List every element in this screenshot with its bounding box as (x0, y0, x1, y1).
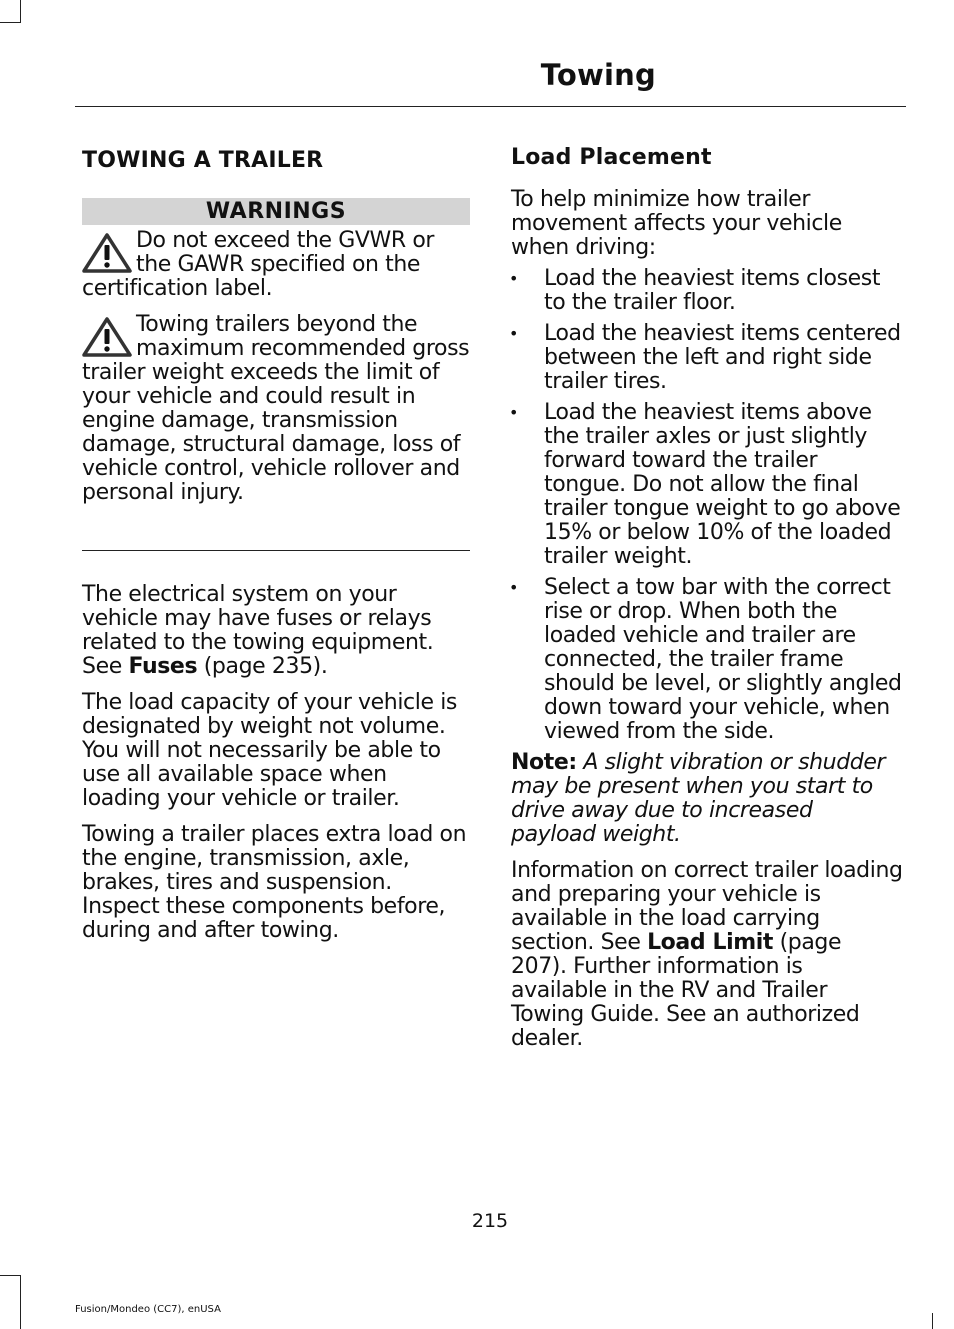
section-title-towing-a-trailer: TOWING A TRAILER (82, 148, 324, 173)
right-body (511, 188, 903, 1051)
paragraph-towing-load: Towing a trailer places extra load on the engine, transmission, axle, brakes, tires and suspension. Inspect these components before, during and after towing. (82, 822, 467, 943)
bullet-list (511, 267, 903, 744)
list-item: • Load the heaviest items closest to the trailer floor. (511, 267, 903, 315)
load-limit-link[interactable]: Load Limit (647, 930, 773, 955)
fuses-link[interactable]: Fuses (128, 654, 198, 679)
warning-triangle-icon (82, 317, 132, 357)
paragraph-load-capacity: The load capacity of your vehicle is designated by weight not volume. You will not necessarily be able to use all available space when loading your vehicle or trailer. (82, 690, 457, 811)
warnings-banner: WARNINGS (82, 198, 470, 225)
list-item: • Select a tow bar with the correct rise or drop. When both the loaded vehicle and trailer are connected, the trailer frame should be level, or slightly angled down toward your vehicle, when viewed from the side. (511, 576, 903, 744)
warning-text: Do not exceed the GVWR or the GAWR specified on the certification label. (82, 228, 435, 301)
crop-mark (20, 0, 21, 22)
list-item: • Load the heaviest items above the trailer axles or just slightly forward toward the trailer tongue. Do not allow the final trailer tongue weight to go above 15% or below 10% of the loaded trailer weight. (511, 401, 903, 569)
left-body (82, 583, 470, 943)
document-id: Fusion/Mondeo (CC7), enUSA (75, 1304, 221, 1315)
paragraph-intro: To help minimize how trailer movement affects your vehicle when driving: (511, 187, 842, 260)
warning-triangle-icon (82, 233, 132, 273)
crop-mark (0, 22, 21, 23)
paragraph-electrical: The electrical system on your vehicle may have fuses or relays related to the towing equipment. See Fuses (page 235). (82, 582, 434, 679)
list-item: • Load the heaviest items centered between the left and right side trailer tires. (511, 322, 903, 394)
warnings-divider (82, 550, 470, 551)
paragraph-info: Information on correct trailer loading and preparing your vehicle is available in the load carrying section. See Load Limit (page 207). Further information is available in the RV and Trailer Towing Guide. See an authorized dealer. (511, 858, 903, 1051)
crop-mark (0, 1275, 21, 1276)
crop-mark (932, 1313, 933, 1329)
note-label: Note: (511, 750, 577, 775)
note-text: A slight vibration or shudder may be present when you start to drive away due to increased payload weight. (511, 750, 886, 847)
warning-text: Towing trailers beyond the maximum recommended gross trailer weight exceeds the limit of your vehicle and could result in engine damage, transmission damage, structural damage, loss of vehicle control, vehicle rollover and personal injury. (82, 312, 470, 505)
chapter-title: Towing (540, 58, 656, 92)
crop-mark (20, 1275, 21, 1329)
header-rule (75, 106, 906, 107)
warning-item (82, 313, 470, 505)
page-number: 215 (471, 1210, 509, 1232)
warning-item (82, 229, 470, 301)
note (511, 751, 903, 847)
section-title-load-placement: Load Placement (511, 145, 712, 170)
